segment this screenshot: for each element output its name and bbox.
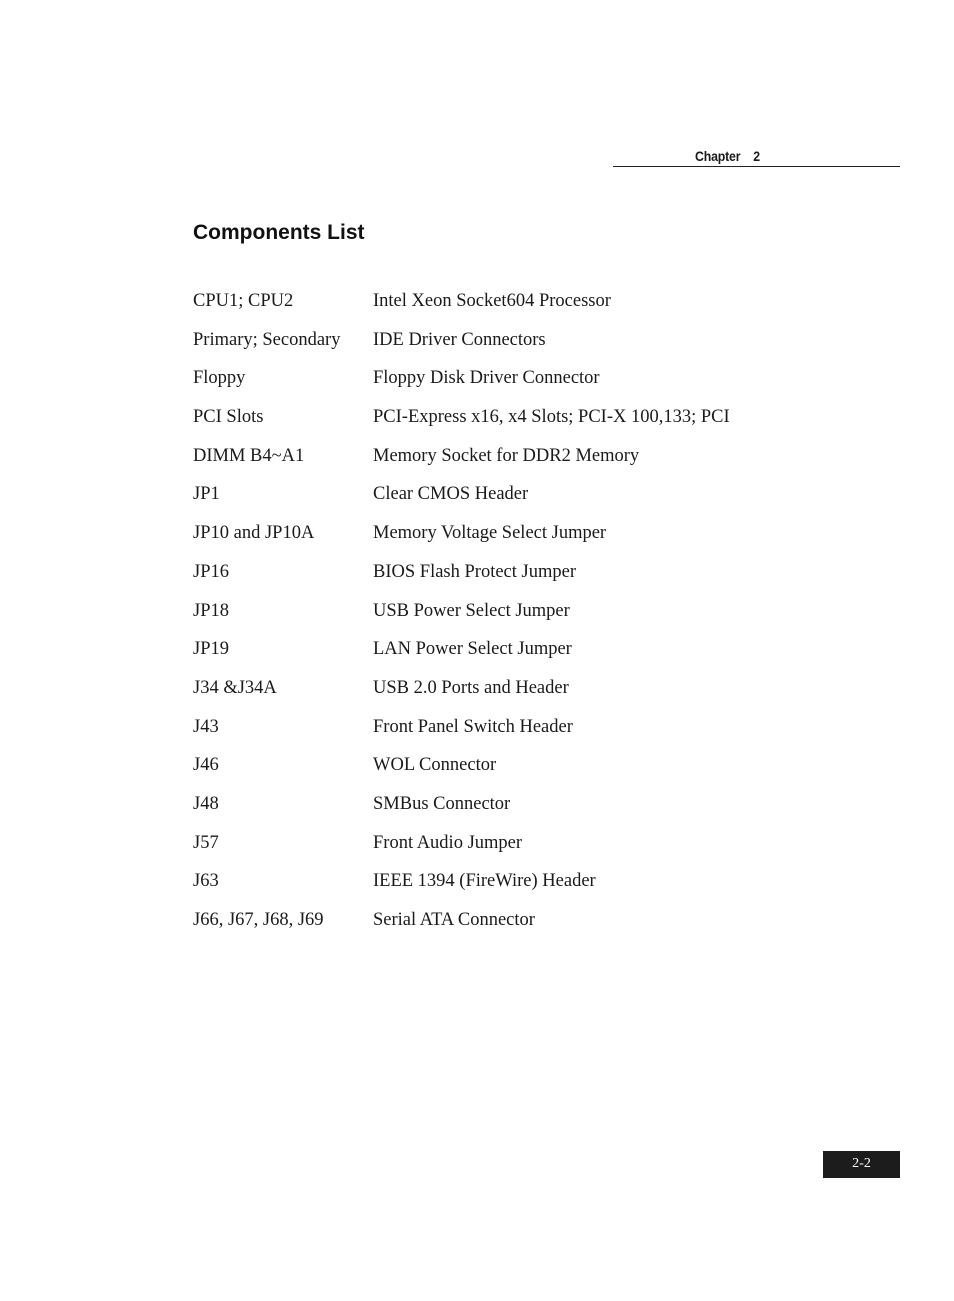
component-desc: USB 2.0 Ports and Header xyxy=(373,677,569,698)
component-desc: IEEE 1394 (FireWire) Header xyxy=(373,871,596,892)
list-item xyxy=(193,599,813,638)
component-ref: J43 xyxy=(193,716,219,737)
component-desc: USB Power Select Jumper xyxy=(373,600,570,621)
chapter-label: Chapter 2 xyxy=(695,148,760,164)
component-ref: J46 xyxy=(193,755,219,776)
list-item xyxy=(193,444,813,483)
list-item xyxy=(193,869,813,908)
list-item xyxy=(193,637,813,676)
component-desc: Intel Xeon Socket604 Processor xyxy=(373,291,611,311)
list-item xyxy=(193,753,813,792)
chapter-header xyxy=(613,147,900,167)
component-desc: Memory Voltage Select Jumper xyxy=(373,523,607,544)
page-title: Components List xyxy=(193,221,365,244)
component-desc: Front Audio Jumper xyxy=(373,832,523,853)
list-item xyxy=(193,908,813,947)
list-item xyxy=(193,328,813,367)
list-item xyxy=(193,405,813,444)
component-ref: Primary; Secondary xyxy=(193,329,341,350)
component-ref: JP16 xyxy=(193,561,229,582)
component-ref: J34 &J34A xyxy=(193,677,277,698)
component-ref: J63 xyxy=(193,871,219,892)
component-ref: JP19 xyxy=(193,639,229,660)
list-item xyxy=(193,676,813,715)
component-desc: LAN Power Select Jumper xyxy=(373,639,572,660)
component-desc: Front Panel Switch Header xyxy=(373,716,573,737)
component-desc: Serial ATA Connector xyxy=(373,910,535,930)
component-ref: JP10 and JP10A xyxy=(193,523,315,544)
list-item xyxy=(193,831,813,870)
component-ref: CPU1; CPU2 xyxy=(193,291,294,311)
component-ref: J66, J67, J68, J69 xyxy=(193,910,324,930)
list-item xyxy=(193,560,813,599)
component-ref: JP18 xyxy=(193,600,229,621)
component-ref: DIMM B4~A1 xyxy=(193,445,305,466)
list-item xyxy=(193,482,813,521)
component-desc: WOL Connector xyxy=(373,755,497,776)
list-item xyxy=(193,289,813,328)
component-desc: BIOS Flash Protect Jumper xyxy=(373,561,576,582)
list-item xyxy=(193,792,813,831)
component-desc: PCI-Express x16, x4 Slots; PCI-X 100,133; PCI xyxy=(373,407,730,428)
component-ref: J57 xyxy=(193,832,219,853)
list-item xyxy=(193,366,813,405)
component-desc: SMBus Connector xyxy=(373,793,511,814)
component-desc: IDE Driver Connectors xyxy=(373,329,546,350)
component-desc: Floppy Disk Driver Connector xyxy=(373,368,600,389)
component-ref: J48 xyxy=(193,793,219,814)
component-ref: JP1 xyxy=(193,484,220,505)
component-desc: Memory Socket for DDR2 Memory xyxy=(373,445,640,466)
components-list xyxy=(193,289,813,947)
page-number: 2-2 xyxy=(823,1151,900,1178)
list-item xyxy=(193,715,813,754)
component-ref: Floppy xyxy=(193,368,246,389)
list-item xyxy=(193,521,813,560)
component-ref: PCI Slots xyxy=(193,407,264,428)
component-desc: Clear CMOS Header xyxy=(373,484,529,505)
